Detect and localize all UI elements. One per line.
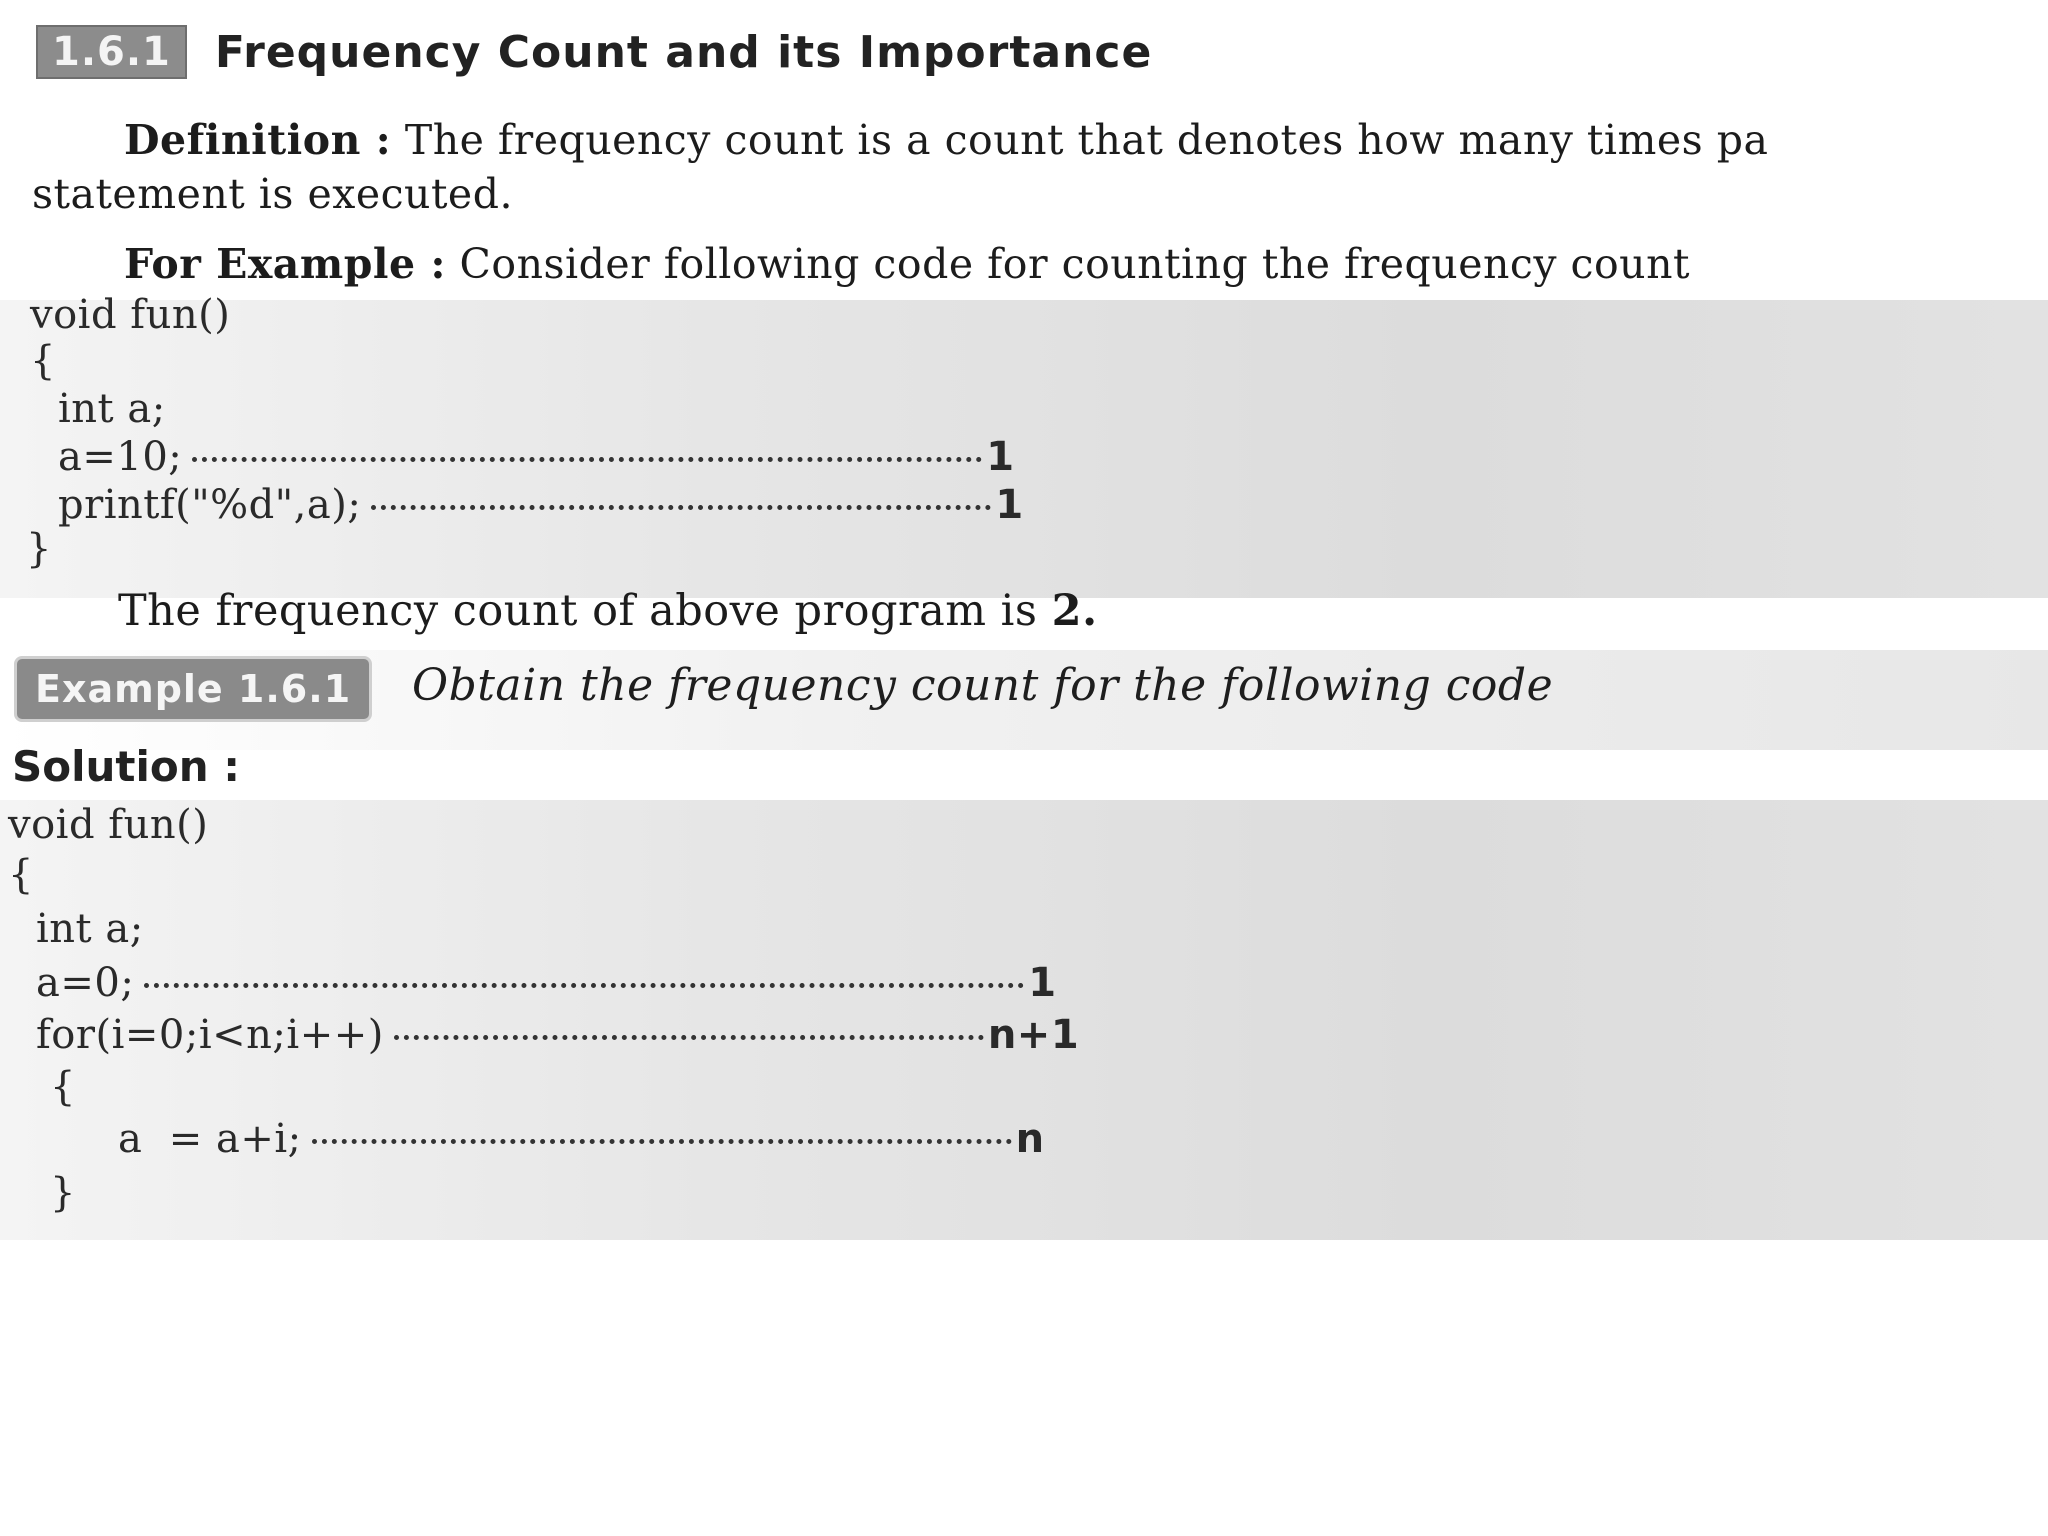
frequency-count-value: 1 <box>1028 960 1057 1006</box>
dotted-leader <box>312 1139 1012 1144</box>
code2-loop-body-text: a = a+i; <box>118 1116 302 1162</box>
code2-line-assignment <box>36 960 1057 1006</box>
frequency-count-value: 1 <box>986 434 1015 480</box>
code2-line-declaration: int a; <box>36 906 144 952</box>
code1-line-assignment <box>58 434 1015 480</box>
for-example-paragraph <box>124 240 1690 288</box>
summary-value: 2. <box>1051 586 1098 636</box>
code2-for-loop-text: for(i=0;i<n;i++) <box>36 1012 384 1058</box>
frequency-count-value: n <box>1015 1116 1045 1162</box>
dotted-leader <box>144 983 1024 988</box>
code2-line-open-brace: { <box>8 852 34 898</box>
code1-printf-text: printf("%d",a); <box>58 482 362 528</box>
code2-line-for-loop <box>36 1012 1079 1058</box>
example-badge: Example 1.6.1 <box>14 656 372 722</box>
code1-assignment-text: a=10; <box>58 434 183 480</box>
section-title: Frequency Count and its Importance <box>214 26 1153 78</box>
code1-line-printf <box>58 482 1024 528</box>
dotted-leader <box>371 505 991 510</box>
frequency-summary <box>118 586 1098 636</box>
definition-text-line2: statement is executed. <box>32 170 513 218</box>
for-example-text: Consider following code for counting the frequency count <box>459 240 1690 288</box>
definition-text-line1: The frequency count is a count that denotes how many times pa <box>404 116 1769 164</box>
code2-line-loop-body <box>118 1116 1045 1162</box>
code1-line-close-brace: } <box>26 526 52 572</box>
frequency-count-value: 1 <box>995 482 1024 528</box>
dotted-leader <box>192 457 982 462</box>
frequency-count-value: n+1 <box>987 1012 1080 1058</box>
code2-assignment-text: a=0; <box>36 960 135 1006</box>
definition-paragraph-line1 <box>124 116 1768 164</box>
summary-text: The frequency count of above program is <box>118 586 1038 636</box>
code1-line-open-brace: { <box>30 338 56 384</box>
code1-line-signature: void fun() <box>30 292 231 338</box>
example-question: Obtain the frequency count for the following code <box>412 660 1554 711</box>
definition-label: Definition : <box>124 116 392 164</box>
dotted-leader <box>394 1035 984 1040</box>
code2-line-signature: void fun() <box>8 802 209 848</box>
code2-line-loop-close-brace: } <box>50 1170 76 1216</box>
solution-label: Solution : <box>12 742 241 791</box>
section-number-badge: 1.6.1 <box>36 25 187 79</box>
for-example-label: For Example : <box>124 240 446 288</box>
code1-line-declaration: int a; <box>58 386 166 432</box>
code2-line-loop-open-brace: { <box>50 1064 76 1110</box>
section-heading <box>36 26 1152 78</box>
